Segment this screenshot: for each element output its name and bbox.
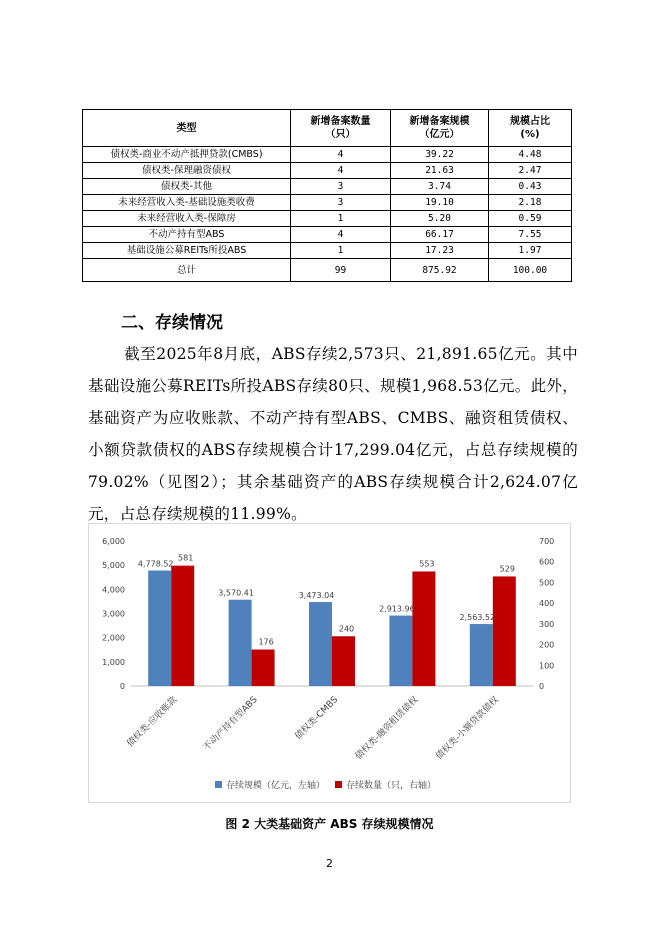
table-row bbox=[83, 227, 572, 243]
right-axis-tick-label: 300 bbox=[539, 619, 555, 629]
body-paragraph bbox=[88, 338, 578, 530]
page-number: 2 bbox=[326, 857, 333, 870]
table-cell-type: 不动产持有型ABS bbox=[83, 227, 291, 243]
paragraph-text: 截至2025年8月底，ABS存续2,573只、21,891.65亿元。其中基础设施公募REITs所投ABS存续80只、规模1,968.53亿元。此外，基础资产为应收账款、不动产持有型ABS、CMBS、融资租赁债权、小额贷款债权的ABS存续规模合计17,299.04亿元，占总存续规模的79.02%（见图2）；其余基础资产的ABS存续规模合计2,624.07亿元，占总存续规模的11.99%。 bbox=[88, 345, 578, 523]
filing-table bbox=[82, 109, 572, 282]
data-label-scale: 2,563.52 bbox=[459, 613, 496, 623]
table-row bbox=[83, 195, 572, 211]
table-cell-value: 4 bbox=[291, 227, 391, 243]
table-row bbox=[83, 211, 572, 227]
section-heading: 二、存续情况 bbox=[121, 313, 223, 333]
table-cell-type: 债权类-其他 bbox=[83, 179, 291, 195]
table-row bbox=[83, 147, 572, 163]
table-cell-type: 债权类-商业不动产抵押贷款(CMBS) bbox=[83, 147, 291, 163]
table-cell-type: 未来经营收入类-基础设施类收费 bbox=[83, 195, 291, 211]
table-cell-value: 1 bbox=[291, 211, 391, 227]
bar-chart bbox=[89, 524, 570, 802]
data-label-count: 581 bbox=[178, 553, 194, 563]
table-cell-value: 100.00 bbox=[489, 259, 572, 282]
left-axis-tick-label: 1,000 bbox=[102, 657, 125, 667]
bar-count bbox=[412, 571, 435, 686]
table-cell-value: 17.23 bbox=[391, 243, 489, 259]
table-cell-value: 3 bbox=[291, 195, 391, 211]
table-row bbox=[83, 243, 572, 259]
data-label-count: 176 bbox=[258, 637, 274, 647]
table-cell-value: 2.18 bbox=[489, 195, 572, 211]
left-axis-tick-label: 6,000 bbox=[102, 537, 125, 546]
figure-caption: 图 2 大类基础资产 ABS 存续规模情况 bbox=[225, 817, 434, 831]
legend-label-scale: 存续规模（亿元，左轴） bbox=[226, 781, 326, 791]
chart-container bbox=[88, 523, 571, 803]
table-row bbox=[83, 163, 572, 179]
category-label: 不动产持有型ABS bbox=[201, 695, 260, 753]
header-type: 类型 bbox=[83, 110, 291, 147]
bar-scale bbox=[229, 600, 252, 686]
left-axis-tick-label: 2,000 bbox=[102, 633, 125, 643]
table-cell-value: 1.97 bbox=[489, 243, 572, 259]
right-axis-tick-label: 600 bbox=[539, 557, 555, 567]
bar-count bbox=[332, 636, 355, 686]
table-cell-value: 0.43 bbox=[489, 179, 572, 195]
table-cell-value: 4.48 bbox=[489, 147, 572, 163]
table-cell-value: 66.17 bbox=[391, 227, 489, 243]
table-cell-value: 39.22 bbox=[391, 147, 489, 163]
category-label: 债权类-小额贷款债权 bbox=[434, 695, 501, 762]
table-cell-type: 总计 bbox=[83, 259, 291, 282]
right-axis-tick-label: 400 bbox=[539, 599, 555, 609]
data-label-scale: 2,913.96 bbox=[379, 604, 415, 614]
data-label-scale: 3,473.04 bbox=[298, 591, 335, 601]
table-cell-value: 3 bbox=[291, 179, 391, 195]
bar-scale bbox=[309, 602, 332, 686]
table-cell-value: 3.74 bbox=[391, 179, 489, 195]
table-cell-value: 99 bbox=[291, 259, 391, 282]
table-cell-value: 5.20 bbox=[391, 211, 489, 227]
right-axis-tick-label: 700 bbox=[539, 537, 555, 546]
right-axis-tick-label: 100 bbox=[539, 661, 555, 671]
category-label: 债权类-应收账款 bbox=[125, 695, 180, 749]
table-cell-value: 2.47 bbox=[489, 163, 572, 179]
header-scale: 新增备案规模 （亿元） bbox=[391, 110, 489, 147]
data-label-scale: 3,570.41 bbox=[218, 588, 254, 598]
bar-scale bbox=[148, 571, 171, 686]
left-axis-tick-label: 0 bbox=[119, 682, 125, 691]
left-axis-tick-label: 4,000 bbox=[102, 585, 125, 595]
category-label: 债权类-CMBS bbox=[293, 695, 341, 742]
legend-swatch-count bbox=[335, 781, 342, 788]
table-row bbox=[83, 259, 572, 282]
legend-label-count: 存续数量（只，右轴） bbox=[346, 781, 437, 791]
data-label-count: 553 bbox=[419, 559, 435, 569]
data-label-count: 529 bbox=[499, 564, 515, 574]
left-axis-tick-label: 5,000 bbox=[102, 561, 125, 571]
right-axis-tick-label: 0 bbox=[539, 682, 545, 691]
category-label: 债权类-融资租赁债权 bbox=[353, 695, 421, 762]
table-row bbox=[83, 179, 572, 195]
table-cell-value: 4 bbox=[291, 163, 391, 179]
table-cell-value: 1 bbox=[291, 243, 391, 259]
table-cell-type: 基础设施公募REITs所投ABS bbox=[83, 243, 291, 259]
left-axis-tick-label: 3,000 bbox=[102, 609, 125, 619]
table-header-row bbox=[83, 110, 572, 147]
table-cell-value: 7.55 bbox=[489, 227, 572, 243]
table-cell-type: 债权类-保理融资债权 bbox=[83, 163, 291, 179]
table-cell-value: 0.59 bbox=[489, 211, 572, 227]
bar-scale bbox=[470, 624, 493, 686]
table-cell-value: 4 bbox=[291, 147, 391, 163]
bar-count bbox=[252, 650, 275, 686]
right-axis-tick-label: 200 bbox=[539, 640, 555, 650]
bar-count bbox=[171, 566, 194, 686]
table-cell-value: 875.92 bbox=[391, 259, 489, 282]
bar-count bbox=[493, 576, 516, 686]
right-axis-tick-label: 500 bbox=[539, 578, 555, 588]
table-cell-value: 21.63 bbox=[391, 163, 489, 179]
header-count: 新增备案数量 （只） bbox=[291, 110, 391, 147]
table-cell-type: 未来经营收入类-保障房 bbox=[83, 211, 291, 227]
data-label-scale: 4,778.52 bbox=[137, 559, 174, 569]
data-label-count: 240 bbox=[338, 624, 355, 634]
legend-swatch-scale bbox=[215, 781, 222, 788]
table-cell-value: 19.10 bbox=[391, 195, 489, 211]
header-share: 规模占比 (%) bbox=[489, 110, 572, 147]
bar-scale bbox=[389, 616, 412, 686]
